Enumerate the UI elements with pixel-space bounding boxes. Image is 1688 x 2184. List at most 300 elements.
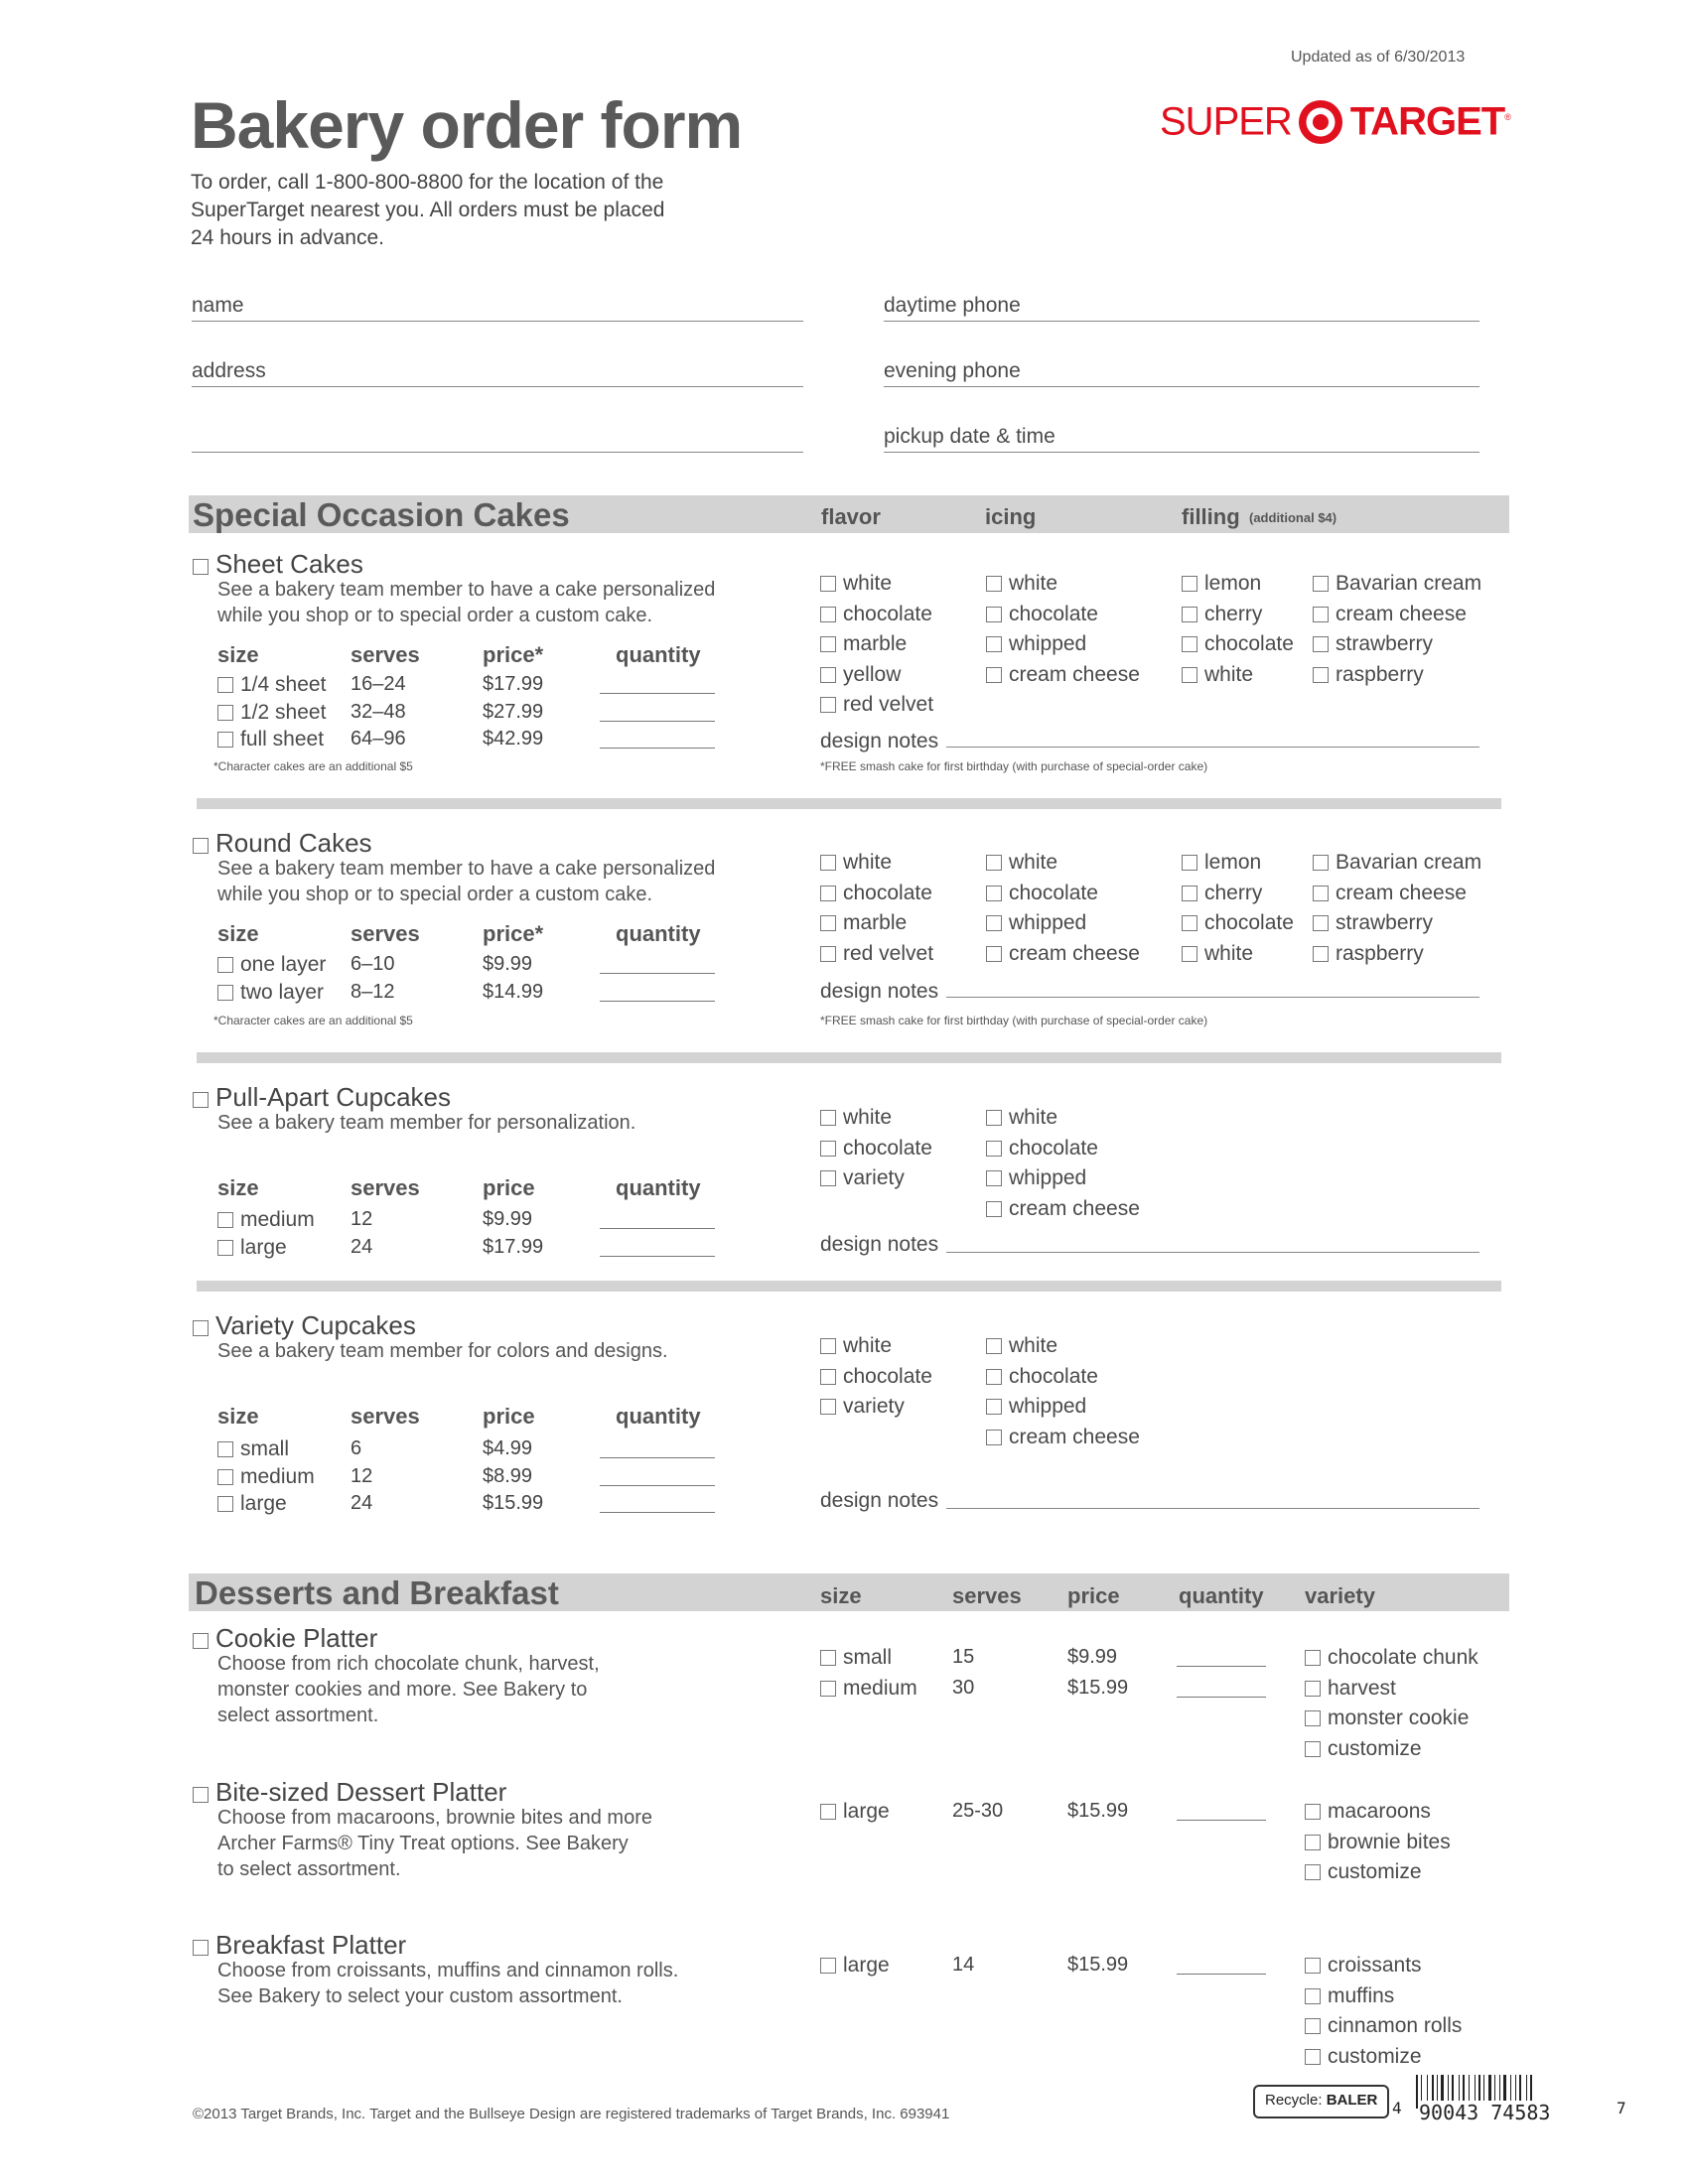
supertarget-logo: SUPER TARGET® (1160, 99, 1511, 144)
checkbox[interactable] (986, 1170, 1002, 1186)
quantity-field[interactable] (600, 1228, 715, 1229)
variety-option[interactable] (1305, 2045, 1422, 2069)
barcode-bar (1503, 2075, 1506, 2103)
size-option-label: medium (843, 1676, 917, 1700)
variety-option[interactable] (1305, 1706, 1469, 1730)
serves-value: 14 (952, 1954, 975, 1976)
size-option[interactable] (820, 1677, 917, 1701)
flavor-option[interactable] (820, 851, 892, 875)
checkbox[interactable] (1305, 1958, 1321, 1974)
quantity-field[interactable] (600, 973, 715, 974)
bite-platter-checkbox[interactable] (193, 1787, 209, 1803)
filling-option[interactable] (1313, 911, 1433, 935)
icing-option[interactable] (986, 1365, 1098, 1389)
icing-option[interactable] (986, 1166, 1086, 1190)
barcode-bar (1530, 2075, 1532, 2103)
filling-header: filling (1182, 504, 1240, 529)
flavor-option[interactable] (820, 1334, 892, 1358)
checkbox[interactable] (217, 705, 233, 721)
icing-option[interactable] (986, 1426, 1140, 1449)
filling-option[interactable] (1182, 851, 1261, 875)
flavor-header: flavor (821, 504, 881, 529)
checkbox[interactable] (820, 1681, 836, 1697)
checkbox[interactable] (1182, 636, 1197, 652)
checkbox[interactable] (217, 985, 233, 1001)
size-option[interactable] (217, 701, 326, 725)
filling-option-label: white (1204, 662, 1254, 686)
icing-option[interactable] (986, 911, 1086, 935)
quantity-field[interactable] (600, 693, 715, 694)
price-value: $15.99 (1067, 1954, 1129, 1976)
pullapart-title[interactable]: Pull-Apart Cupcakes (193, 1082, 451, 1113)
icing-option[interactable] (986, 942, 1140, 966)
quantity-field[interactable] (600, 721, 715, 722)
sheet-cakes-checkbox[interactable] (193, 559, 209, 575)
cookie-platter-checkbox[interactable] (193, 1633, 209, 1649)
character-note: *Character cakes are an additional $5 (213, 759, 413, 773)
breakfast-platter-title[interactable]: Breakfast Platter (193, 1930, 406, 1961)
checkbox[interactable] (820, 886, 836, 901)
variety-option[interactable] (1305, 1737, 1422, 1761)
price-value: $17.99 (483, 673, 544, 695)
checkbox[interactable] (1305, 2049, 1321, 2065)
icing-option-label: whipped (1009, 911, 1087, 934)
icing-option-label: white (1009, 1334, 1058, 1357)
checkbox[interactable] (820, 855, 836, 871)
icing-option-label: chocolate (1009, 1136, 1098, 1160)
flavor-option[interactable] (820, 882, 932, 905)
checkbox[interactable] (1182, 855, 1197, 871)
name-field[interactable] (192, 321, 803, 322)
icing-option-label: white (1009, 572, 1058, 595)
size-option-label: large (240, 1492, 287, 1515)
quantity-field[interactable] (600, 1001, 715, 1002)
smash-note: *FREE smash cake for first birthday (with purchase of special-order cake) (820, 1014, 1208, 1027)
size-option-label: one layer (240, 953, 327, 976)
flavor-option-label: chocolate (843, 1364, 932, 1388)
size-option[interactable] (217, 1236, 287, 1260)
quantity-field[interactable] (600, 748, 715, 749)
filling-option-label: cream cheese (1336, 881, 1467, 904)
checkbox[interactable] (1305, 1988, 1321, 2004)
flavor-option[interactable] (820, 1365, 932, 1389)
variety-option-label: muffins (1328, 1983, 1395, 2007)
size-header: size (217, 1404, 259, 1429)
flavor-option-label: red velvet (843, 941, 934, 965)
checkbox[interactable] (820, 1338, 836, 1354)
icing-option-label: cream cheese (1009, 662, 1140, 686)
filling-option[interactable] (1182, 603, 1262, 626)
checkbox[interactable] (820, 1804, 836, 1820)
flavor-option-label: yellow (843, 662, 902, 686)
flavor-option-label: white (843, 851, 893, 874)
size-option-label: medium (240, 1208, 315, 1231)
filling-option[interactable] (1313, 663, 1424, 687)
design-notes-label: design notes (820, 1233, 939, 1256)
checkbox[interactable] (1182, 946, 1197, 962)
checkbox[interactable] (1182, 576, 1197, 592)
address-field[interactable] (192, 386, 803, 387)
quantity-field[interactable] (1177, 1697, 1266, 1698)
size-option[interactable] (217, 981, 324, 1005)
updated-date: Updated as of 6/30/2013 (1291, 49, 1466, 66)
checkbox[interactable] (820, 1170, 836, 1186)
checkbox[interactable] (217, 1496, 233, 1512)
size-option[interactable] (217, 1465, 315, 1489)
variety-cupcakes-title[interactable]: Variety Cupcakes (193, 1310, 416, 1341)
size-option[interactable] (217, 953, 326, 977)
icing-option[interactable] (986, 1395, 1086, 1419)
filling-option-label: Bavarian cream (1336, 572, 1482, 595)
flavor-option-label: variety (843, 1395, 905, 1418)
serves-value: 6–10 (351, 953, 395, 975)
serves-value: 6 (351, 1437, 362, 1459)
checkbox[interactable] (986, 636, 1002, 652)
serves-value: 24 (351, 1235, 373, 1258)
price-value: $15.99 (483, 1492, 544, 1514)
variety-option[interactable] (1305, 1984, 1394, 2008)
design-notes-field[interactable] (946, 997, 1479, 998)
price-header: price* (483, 642, 544, 667)
round-cakes-title[interactable]: Round Cakes (193, 828, 372, 859)
barcode: 4 90043 74583 7 (1392, 2075, 1630, 2124)
price-value: $42.99 (483, 728, 544, 750)
page-title: Bakery order form (191, 88, 743, 162)
checkbox[interactable] (1313, 855, 1329, 871)
checkbox[interactable] (1313, 636, 1329, 652)
size-option-label: large (843, 1954, 890, 1977)
quantity-field[interactable] (1177, 1820, 1266, 1821)
size-option-label: medium (240, 1464, 315, 1488)
icing-option-label: chocolate (1009, 1364, 1098, 1388)
cakes-section-title: Special Occasion Cakes (193, 496, 570, 533)
daytime-phone-label: daytime phone (884, 294, 1021, 317)
icing-option-label: chocolate (1009, 881, 1098, 904)
checkbox[interactable] (217, 1441, 233, 1457)
checkbox[interactable] (1305, 1710, 1321, 1726)
filling-option[interactable] (1182, 572, 1261, 596)
daytime-phone-field[interactable] (884, 321, 1479, 322)
checkbox[interactable] (986, 576, 1002, 592)
flavor-option-label: white (843, 1334, 893, 1357)
icing-option[interactable] (986, 1106, 1057, 1130)
design-notes-field[interactable] (946, 747, 1479, 748)
checkbox[interactable] (820, 1958, 836, 1974)
variety-option-label: customize (1328, 1860, 1422, 1883)
checkbox[interactable] (820, 1141, 836, 1157)
filling-option[interactable] (1182, 911, 1294, 935)
flavor-option[interactable] (820, 663, 901, 687)
serves-header: serves (952, 1583, 1022, 1608)
serves-value: 30 (952, 1676, 975, 1699)
size-option[interactable] (820, 1646, 892, 1670)
filling-option[interactable] (1313, 572, 1481, 596)
cookie-platter-title[interactable]: Cookie Platter (193, 1623, 377, 1654)
filling-note: (additional $4) (1249, 510, 1337, 525)
checkbox[interactable] (986, 1369, 1002, 1385)
size-option[interactable] (217, 728, 324, 751)
checkbox[interactable] (986, 946, 1002, 962)
variety-option[interactable] (1305, 1954, 1422, 1978)
flavor-option-label: white (843, 1106, 893, 1129)
character-note: *Character cakes are an additional $5 (213, 1014, 413, 1027)
quantity-header: quantity (1179, 1583, 1264, 1608)
checkbox[interactable] (820, 697, 836, 713)
flavor-option[interactable] (820, 1137, 932, 1160)
icing-option[interactable] (986, 1334, 1057, 1358)
variety-cupcakes-checkbox[interactable] (193, 1320, 209, 1336)
filling-option[interactable] (1182, 663, 1253, 687)
checkbox[interactable] (986, 1201, 1002, 1217)
serves-value: 24 (351, 1492, 373, 1514)
flavor-option[interactable] (820, 942, 933, 966)
pickup-label: pickup date & time (884, 425, 1055, 448)
filling-option[interactable] (1182, 882, 1262, 905)
serves-header: serves (351, 1404, 420, 1429)
price-header: price (483, 1404, 535, 1429)
barcode-bar (1469, 2075, 1470, 2103)
barcode-bar (1475, 2075, 1476, 2103)
checkbox[interactable] (986, 1338, 1002, 1354)
flavor-option-label: variety (843, 1166, 905, 1189)
serves-value: 25-30 (952, 1800, 1004, 1822)
checkbox[interactable] (1305, 1681, 1321, 1697)
size-option-label: two layer (240, 980, 325, 1004)
checkbox[interactable] (986, 1399, 1002, 1415)
flavor-option[interactable] (820, 693, 933, 717)
serves-header: serves (351, 1175, 420, 1200)
size-option[interactable] (217, 1492, 287, 1516)
checkbox[interactable] (217, 732, 233, 748)
checkbox[interactable] (1182, 607, 1197, 622)
breakfast-platter-checkbox[interactable] (193, 1940, 209, 1956)
filling-option[interactable] (1313, 851, 1481, 875)
barcode-bar (1494, 2075, 1495, 2103)
checkbox[interactable] (820, 1399, 836, 1415)
checkbox[interactable] (986, 855, 1002, 871)
sheet-cakes-desc: See a bakery team member to have a cake personalized while you shop or to special order a custom cake. (217, 579, 716, 626)
price-value: $17.99 (483, 1235, 544, 1258)
variety-option-label: harvest (1328, 1676, 1396, 1700)
size-option[interactable] (217, 1208, 315, 1232)
filling-option[interactable] (1313, 942, 1424, 966)
variety-option-label: customize (1328, 2044, 1422, 2068)
checkbox[interactable] (820, 915, 836, 931)
icing-option-label: chocolate (1009, 602, 1098, 625)
variety-option-label: customize (1328, 1736, 1422, 1760)
quantity-header: quantity (616, 1404, 701, 1429)
bite-platter-desc: Choose from macaroons, brownie bites and more Archer Farms® Tiny Treat options. See Bakery to select assortment. (217, 1807, 652, 1880)
checkbox[interactable] (820, 946, 836, 962)
checkbox[interactable] (1305, 1804, 1321, 1820)
filling-option[interactable] (1313, 882, 1467, 905)
icing-option[interactable] (986, 603, 1098, 626)
variety-option[interactable] (1305, 1831, 1451, 1854)
barcode-bar (1421, 2075, 1422, 2103)
pullapart-checkbox[interactable] (193, 1092, 209, 1108)
icing-option-label: whipped (1009, 632, 1087, 655)
round-cakes-checkbox[interactable] (193, 838, 209, 854)
bite-platter-title[interactable]: Bite-sized Dessert Platter (193, 1777, 506, 1808)
sheet-cakes-title[interactable]: Sheet Cakes (193, 549, 363, 580)
quantity-field[interactable] (600, 1457, 715, 1458)
price-value: $15.99 (1067, 1800, 1129, 1822)
intro-text: To order, call 1-800-800-8800 for the location of the SuperTarget nearest you. All orders must be placed 24 hours in advance. (191, 171, 665, 249)
checkbox[interactable] (820, 1369, 836, 1385)
checkbox[interactable] (1313, 886, 1329, 901)
checkbox[interactable] (1182, 667, 1197, 683)
checkbox[interactable] (217, 677, 233, 693)
icing-option[interactable] (986, 663, 1140, 687)
variety-option[interactable] (1305, 1860, 1422, 1884)
filling-option[interactable] (1313, 632, 1433, 656)
cookie-platter-desc: Choose from rich chocolate chunk, harvest, monster cookies and more. See Bakery to select assortment. (217, 1653, 600, 1726)
recycle-badge: Recycle: BALER (1253, 2085, 1389, 2118)
variety-option-label: brownie bites (1328, 1830, 1451, 1853)
size-option[interactable] (217, 673, 326, 697)
checkbox[interactable] (986, 667, 1002, 683)
filling-option[interactable] (1182, 632, 1294, 656)
checkbox[interactable] (1313, 607, 1329, 622)
price-value: $9.99 (483, 1208, 533, 1230)
variety-option-label: monster cookie (1328, 1706, 1470, 1729)
flavor-option[interactable] (820, 603, 932, 626)
price-value: $27.99 (483, 700, 544, 723)
variety-cupcakes-desc: See a bakery team member for colors and designs. (217, 1340, 668, 1362)
design-notes-label: design notes (820, 980, 939, 1003)
bullseye-icon (1298, 99, 1343, 145)
checkbox[interactable] (217, 1240, 233, 1256)
icing-option[interactable] (986, 572, 1057, 596)
quantity-field[interactable] (1177, 1666, 1266, 1667)
icing-option[interactable] (986, 1197, 1140, 1221)
checkbox[interactable] (1182, 915, 1197, 931)
checkbox[interactable] (217, 1469, 233, 1485)
checkbox[interactable] (1305, 1741, 1321, 1757)
price-value: $9.99 (483, 953, 533, 975)
flavor-option[interactable] (820, 911, 907, 935)
flavor-option[interactable] (820, 1395, 905, 1419)
filling-option-label: cherry (1204, 881, 1263, 904)
checkbox[interactable] (217, 957, 233, 973)
checkbox[interactable] (1305, 1835, 1321, 1850)
filling-option[interactable] (1313, 603, 1467, 626)
checkbox[interactable] (820, 1650, 836, 1666)
variety-option-label: cinnamon rolls (1328, 2014, 1463, 2037)
checkbox[interactable] (1305, 1650, 1321, 1666)
quantity-header: quantity (616, 642, 701, 667)
icing-option[interactable] (986, 851, 1057, 875)
filling-option[interactable] (1182, 942, 1253, 966)
serves-value: 12 (351, 1208, 373, 1230)
price-value: $9.99 (1067, 1646, 1118, 1668)
evening-phone-field[interactable] (884, 386, 1479, 387)
flavor-option[interactable] (820, 1106, 892, 1130)
size-header: size (217, 921, 259, 946)
variety-option[interactable] (1305, 1800, 1431, 1824)
quantity-field[interactable] (600, 1485, 715, 1486)
checkbox[interactable] (986, 915, 1002, 931)
quantity-field[interactable] (600, 1512, 715, 1513)
flavor-option-label: chocolate (843, 602, 932, 625)
icing-option-label: whipped (1009, 1166, 1087, 1189)
pickup-field[interactable] (884, 452, 1479, 453)
size-option[interactable] (217, 1437, 289, 1461)
checkbox[interactable] (986, 1110, 1002, 1126)
flavor-option[interactable] (820, 1166, 905, 1190)
checkbox[interactable] (820, 576, 836, 592)
evening-phone-label: evening phone (884, 359, 1021, 382)
checkbox[interactable] (820, 607, 836, 622)
checkbox[interactable] (986, 1141, 1002, 1157)
size-option[interactable] (820, 1954, 890, 1978)
flavor-option[interactable] (820, 632, 907, 656)
icing-option-label: whipped (1009, 1395, 1087, 1418)
checkbox[interactable] (1313, 915, 1329, 931)
icing-option[interactable] (986, 882, 1098, 905)
size-option[interactable] (820, 1800, 890, 1824)
filling-option-label: lemon (1204, 572, 1262, 595)
barcode-bar (1463, 2075, 1465, 2103)
size-option-label: 1/4 sheet (240, 673, 327, 696)
checkbox[interactable] (1182, 886, 1197, 901)
barcode-bar (1526, 2075, 1527, 2103)
checkbox[interactable] (217, 1212, 233, 1228)
serves-value: 16–24 (351, 673, 406, 695)
pullapart-desc: See a bakery team member for personalization. (217, 1112, 636, 1134)
address-field-line2[interactable] (192, 452, 803, 453)
serves-header: serves (351, 921, 420, 946)
checkbox[interactable] (986, 607, 1002, 622)
filling-option-label: Bavarian cream (1336, 851, 1482, 874)
serves-value: 15 (952, 1646, 975, 1668)
design-notes-field[interactable] (946, 1252, 1479, 1253)
quantity-field[interactable] (600, 1256, 715, 1257)
checkbox[interactable] (1305, 1864, 1321, 1880)
flavor-option-label: marble (843, 911, 908, 934)
flavor-option[interactable] (820, 572, 892, 596)
icing-option-label: cream cheese (1009, 1425, 1140, 1448)
variety-option[interactable] (1305, 1677, 1396, 1701)
checkbox[interactable] (986, 886, 1002, 901)
checkbox[interactable] (820, 1110, 836, 1126)
barcode-bar (1510, 2075, 1511, 2103)
filling-option-label: raspberry (1336, 941, 1424, 965)
size-option-label: full sheet (240, 728, 325, 751)
checkbox[interactable] (986, 1430, 1002, 1445)
variety-option[interactable] (1305, 2014, 1462, 2038)
quantity-field[interactable] (1177, 1974, 1266, 1975)
size-option-label: 1/2 sheet (240, 700, 327, 724)
checkbox[interactable] (1313, 667, 1329, 683)
size-option-label: large (843, 1800, 890, 1823)
icing-option[interactable] (986, 632, 1086, 656)
filling-option-label: white (1204, 941, 1254, 965)
barcode-bar (1448, 2075, 1449, 2103)
checkbox[interactable] (820, 636, 836, 652)
design-notes-field[interactable] (946, 1508, 1479, 1509)
icing-option[interactable] (986, 1137, 1098, 1160)
size-option-label: small (843, 1646, 893, 1669)
checkbox[interactable] (820, 667, 836, 683)
size-header: size (217, 642, 259, 667)
checkbox[interactable] (1313, 946, 1329, 962)
variety-option[interactable] (1305, 1646, 1478, 1670)
checkbox[interactable] (1305, 2018, 1321, 2034)
checkbox[interactable] (1313, 576, 1329, 592)
price-header: price* (483, 921, 544, 946)
barcode-bar (1483, 2075, 1484, 2103)
